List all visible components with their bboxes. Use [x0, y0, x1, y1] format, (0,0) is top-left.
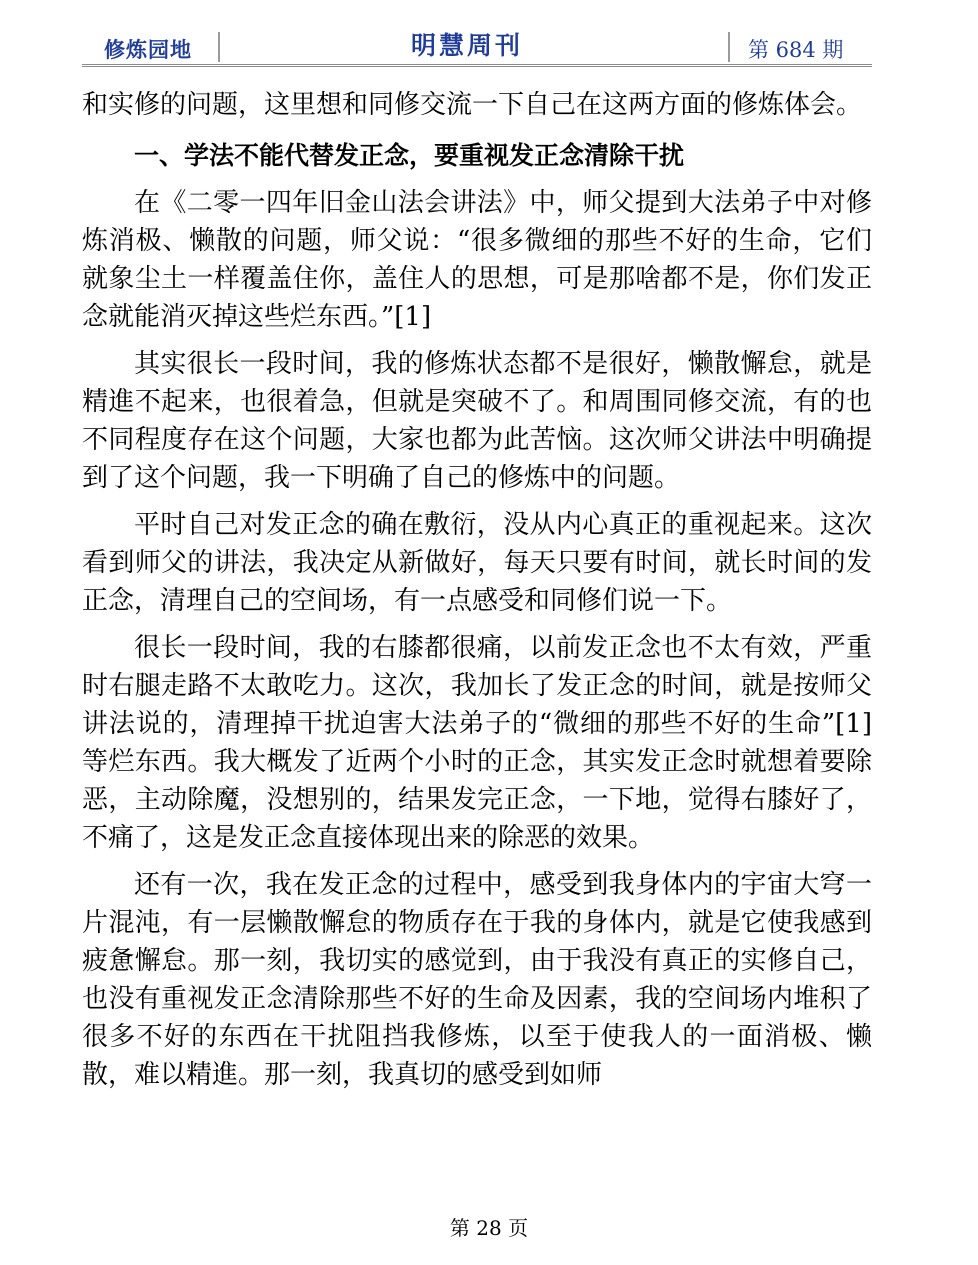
article-body [82, 86, 872, 1094]
section-name: 修炼园地 [104, 38, 192, 62]
page-header [82, 24, 872, 67]
header-section-box [82, 32, 220, 62]
paragraph: 平时自己对发正念的确在敷衍，没从内心真正的重视起来。这次看到师父的讲法，我决定从新做好，每天只要有时间，就长时间的发正念，清理自己的空间场，有一点感受和同修们说一下。 [82, 510, 872, 616]
paragraph: 很长一段时间，我的右膝都很痛，以前发正念也不太有效，严重时右腿走路不太敢吃力。这次，我加长了发正念的时间，就是按师父讲法说的，清理掉干扰迫害大法弟子的“微细的那些不好的生命”[1]等烂东西。我大概发了近两个小时的正念，其实发正念时就想着要除恶，主动除魔，没想别的，结果发完正念，一下地，觉得右膝好了，不痛了，这是发正念直接体现出来的除恶的效果。 [82, 633, 872, 853]
paragraph: 其实很长一段时间，我的修炼状态都不是很好，懒散懈怠，就是精進不起来，也很着急，但就是突破不了。和周围同修交流，有的也不同程度存在这个问题，大家也都为此苦恼。这次师父讲法中明确提到了这个问题，我一下明确了自己的修炼中的问题。 [82, 349, 872, 493]
intro-paragraph: 和实修的问题，这里想和同修交流一下自己在这两方面的修炼体会。 [82, 90, 863, 120]
section-heading: 一、学法不能代替发正念，要重视发正念清除干扰 [134, 141, 685, 170]
page-number: 第 28 页 [449, 1216, 529, 1240]
header-issue-box [728, 32, 872, 62]
publication-title: 明慧周刊 [410, 31, 523, 60]
paragraph: 在《二零一四年旧金山法会讲法》中，师父提到大法弟子中对修炼消极、懒散的问题，师父说：“很多微细的那些不好的生命，它们就象尘土一样覆盖住你，盖住人的思想，可是那啥都不是，你们发正念就能消灭掉这些烂东西。”[1] [82, 188, 872, 332]
issue-number: 第 684 期 [748, 38, 844, 62]
paragraph: 还有一次，我在发正念的过程中，感受到我身体内的宇宙大穹一片混沌，有一层懒散懈怠的物质存在于我的身体内，就是它使我感到疲惫懈怠。那一刻，我切实的感觉到，由于我没有真正的实修自己，也没有重视发正念清除那些不好的生命及因素，我的空间场内堆积了很多不好的东西在干扰阻挡我修炼，以至于使我人的一面消极、懒散，难以精進。那一刻，我真切的感受到如师 [82, 870, 872, 1090]
